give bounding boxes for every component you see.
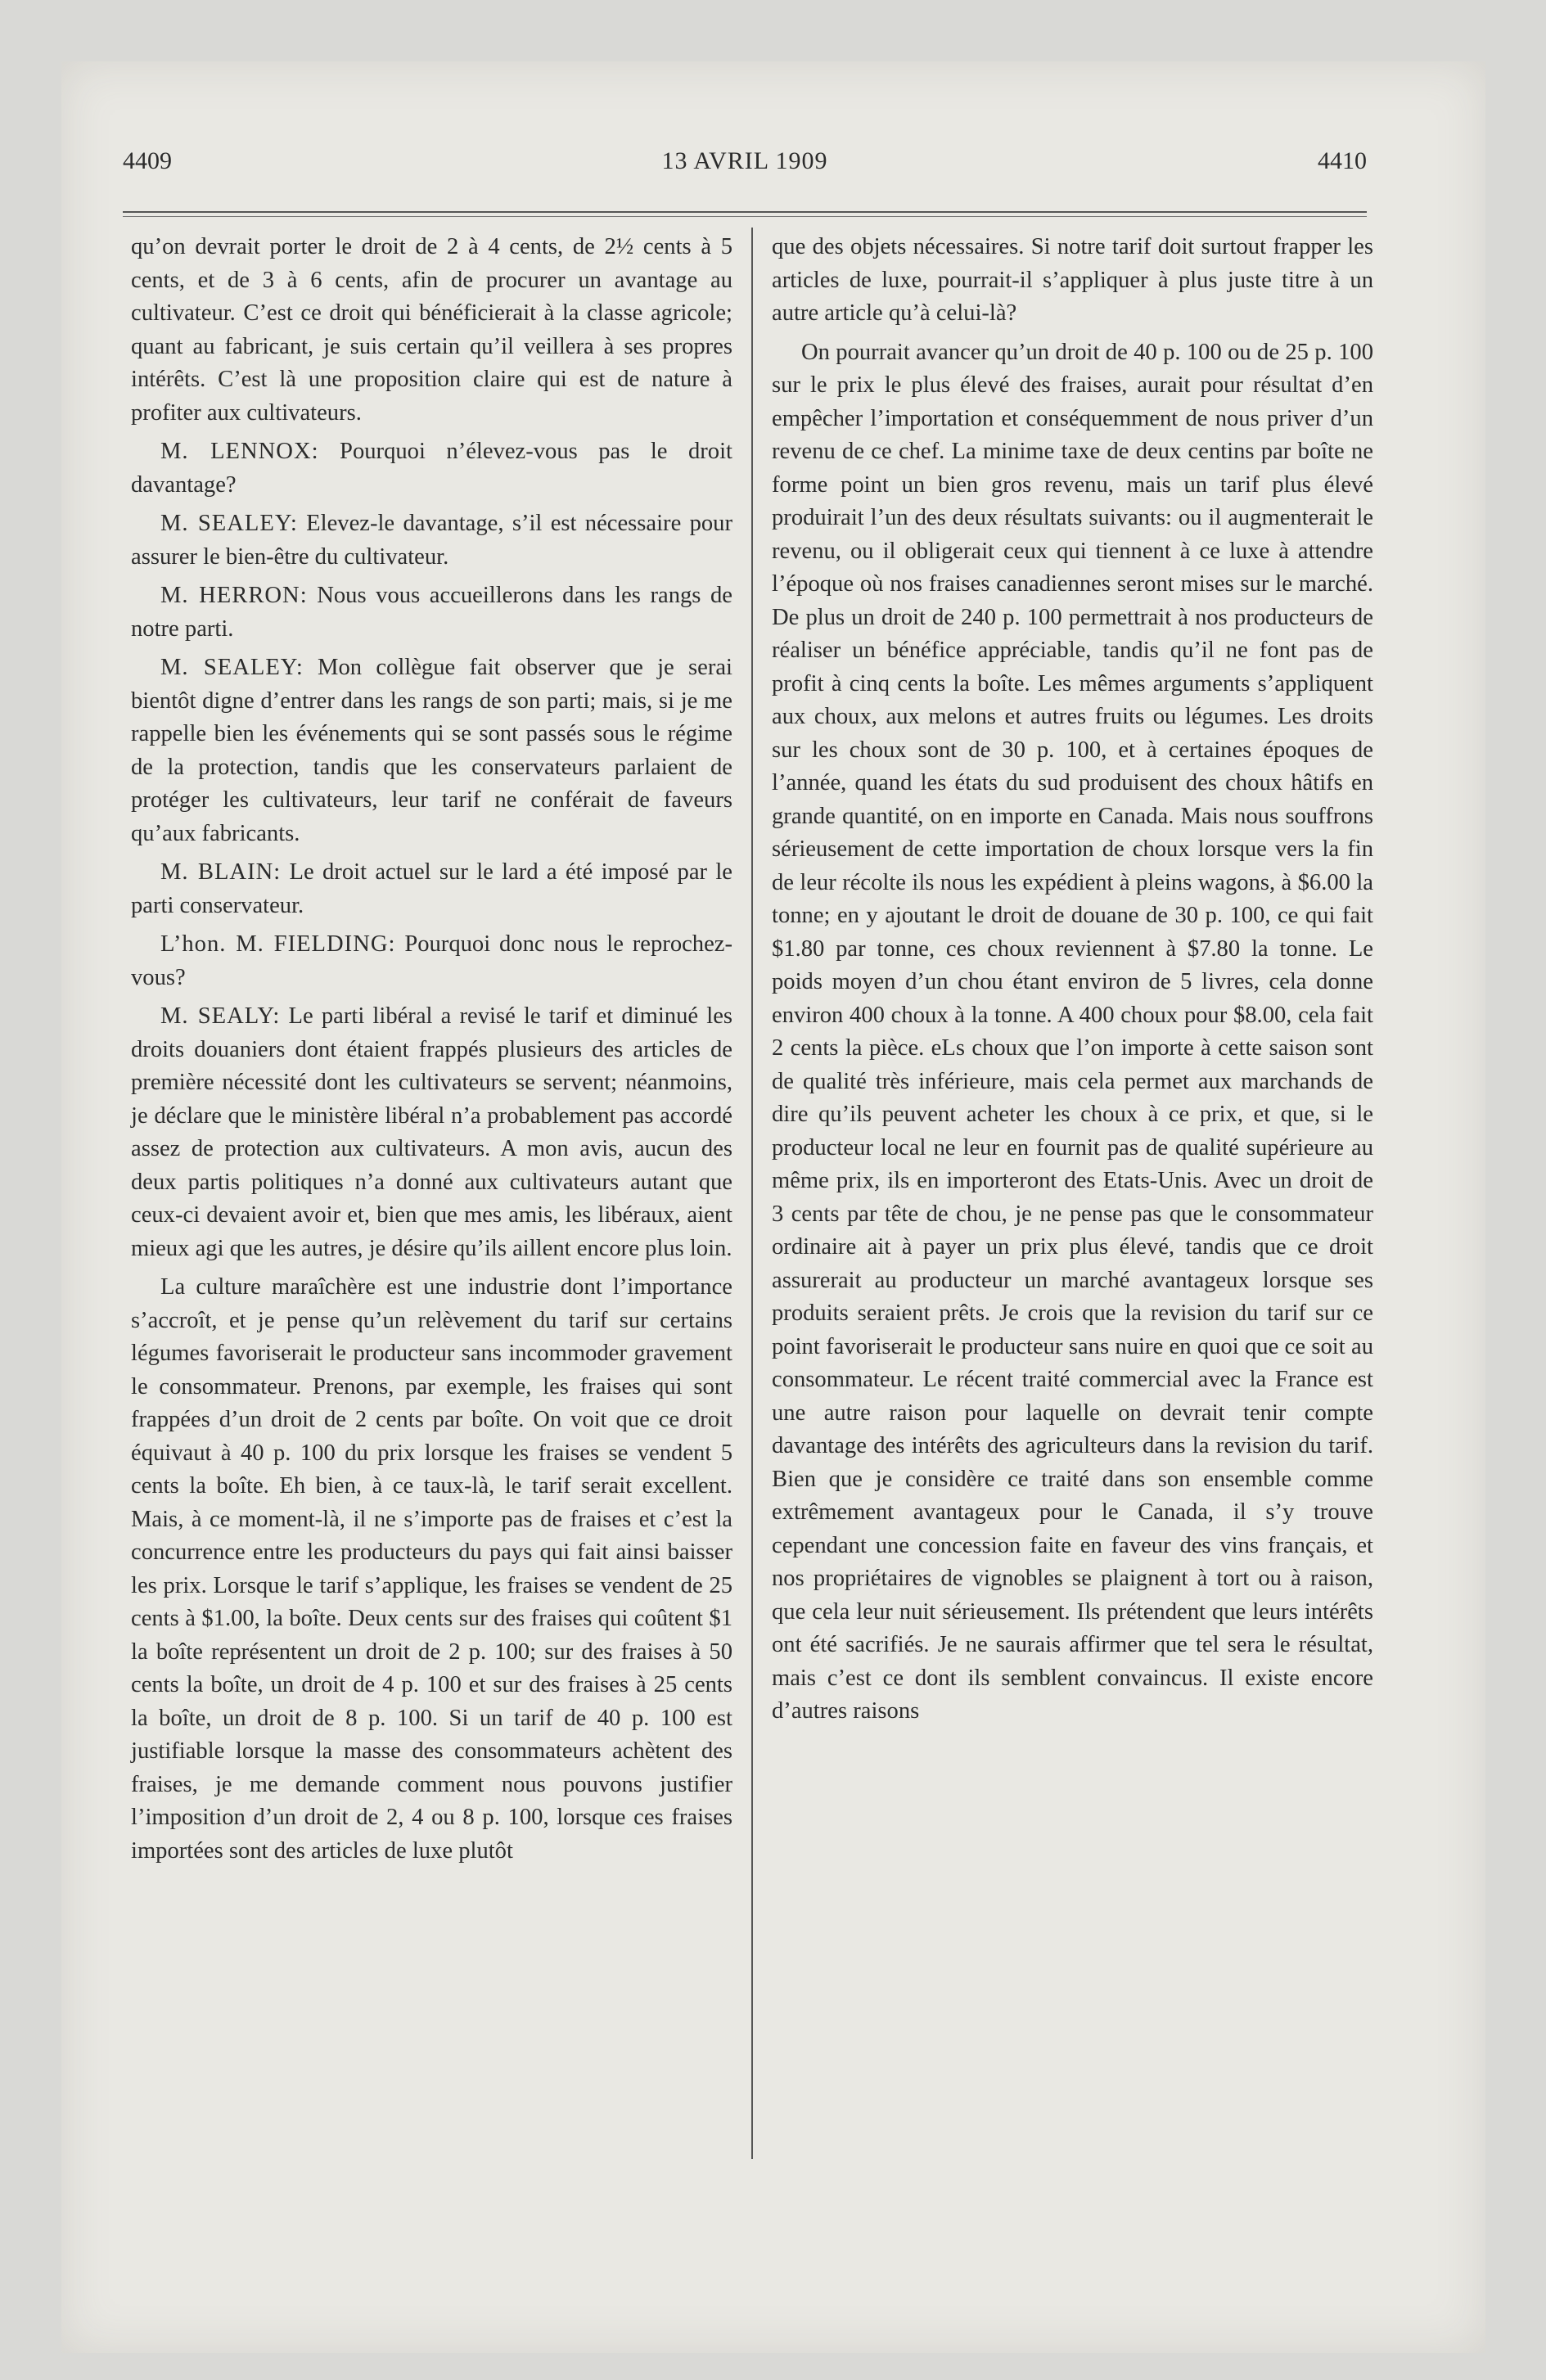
paragraph-text: Pourquoi donc nous le reprochez-vous? (131, 931, 733, 990)
paragraph (131, 651, 732, 850)
paragraph (131, 856, 732, 922)
paragraph (772, 336, 1373, 1729)
paragraph (131, 507, 732, 574)
paragraph-text: Pourquoi n’élevez-vous pas le droit davantage? (131, 439, 732, 498)
paragraph (131, 579, 732, 646)
right-column (772, 231, 1373, 1734)
page-header (123, 131, 1367, 188)
speaker-name: M. SEALEY: (160, 511, 298, 536)
speaker-name: M. SEALEY: (160, 655, 304, 680)
left-column (131, 231, 732, 1873)
header-rule (123, 211, 1367, 217)
paragraph (131, 231, 732, 430)
paragraph (131, 1000, 732, 1265)
paragraph-text: Mon collègue fait observer que je serai bientôt digne d’entrer dans les rangs de son parti; mais, si je me rappelle bien les événements qui se sont passés sous le régime de la protection, tandis que les conservateurs parlaient de protéger les cultivateurs, leur tarif ne conférait de faveurs qu’aux fabricants. (131, 655, 732, 846)
paragraph-text: Le droit actuel sur le lard a été imposé par le parti conservateur. (131, 859, 732, 918)
paragraph (131, 435, 732, 502)
speaker-name: M. HERRON: (160, 583, 308, 608)
column-divider (751, 228, 753, 2159)
paragraph-text: Nous vous accueillerons dans les rangs de notre parti. (131, 583, 732, 642)
paragraph-text: La culture maraîchère est une industrie dont l’importance s’accroît, et je pense qu’un relèvement du tarif sur certains légumes favoriserait le producteur sans incommoder gravement le consommateur. Prenons, par exemple, les fraises qui sont frappées d’un droit de 2 cents par boîte. On voit que ce droit équivaut à 40 p. 100 du prix lorsque les fraises se vendent 5 cents la boîte. Eh bien, à ce taux-là, le tarif serait excellent. Mais, à ce moment-là, il ne s’importe pas de fraises et c’est la concurrence entre les producteurs du pays qui fait ainsi baisser les prix. Lorsque le tarif s’applique, les fraises se vendent de 25 cents à $1.00, la boîte. Deux cents sur des fraises qui coûtent $1 la boîte représentent un droit de 2 p. 100; sur des fraises à 50 cents la boîte, un droit de 4 p. 100 et sur des fraises à 25 cents la boîte, un droit de 8 p. 100. Si un tarif de 40 p. 100 est justifiable lorsque la masse des consommateurs achètent des fraises, je me demande comment nous pouvons justifier l’imposition d’un droit de 2, 4 ou 8 p. 100, lorsque ces fraises importées sont des articles de luxe plutôt (131, 1274, 732, 1864)
page-number-left: 4409 (123, 147, 172, 174)
speaker-name: M. LENNOX: (160, 439, 319, 464)
paragraph-text: On pourrait avancer qu’un droit de 40 p. 100 ou de 25 p. 100 sur le prix le plus élevé des fraises, aurait pour résultat d’en empêcher l’importation et conséquemment de nous priver d’un revenu de ce chef. La minime taxe de deux centins par boîte ne forme point un bien gros revenu, mais un tarif plus élevé produirait l’un des deux résultats suivants: ou il augmenterait le revenu, ou il obligerait ceux qui tiennent à ce luxe à attendre l’époque où nos fraises canadiennes seront mises sur le marché. De plus un droit de 240 p. 100 permettrait à nos producteurs de réaliser un bénéfice appréciable, tandis qu’il ne font pas de profit à cinq cents la boîte. Les mêmes arguments s’appliquent aux choux, aux melons et autres fruits ou légumes. Les droits sur les choux sont de 30 p. 100, et à certaines époques de l’année, quand les états du sud produisent des choux hâtifs en grande quantité, on en importe en Canada. Mais nous souffrons sérieusement de cette importation de choux lorsque vers la fin de leur récolte ils nous les expédient à pleins wagons, à $6.00 la tonne; en y ajoutant le droit de douane de 30 p. 100, ce qui fait $1.80 par tonne, ces choux reviennent à $7.80 la tonne. Le poids moyen d’un chou étant environ de 5 livres, cela donne environ 400 choux à la tonne. A 400 choux pour $8.00, cela fait 2 cents la pièce. eLs choux que l’on importe à cette saison sont de qualité très inférieure, mais cela permet aux marchands de dire qu’ils peuvent acheter les choux à ce prix, et que, si le producteur local ne leur en fournit pas de qualité supérieure au même prix, ils en importeront des Etats-Unis. Avec un droit de 3 cents par tête de chou, je ne pense pas que le consommateur ordinaire ait à payer un prix plus élevé, tandis que ce droit assurerait au producteur un marché avantageux lorsque ses produits seraient prêts. Je crois que la revision du tarif sur ce point favoriserait le producteur sans nuire en quoi que ce soit au consommateur. Le récent traité commercial avec la France est une autre raison pour laquelle on devrait tenir compte davantage des intérêts des agriculteurs dans la revision du tarif. Bien que je considère ce traité dans son ensemble comme extrêmement avantageux pour le Canada, il s’y trouve cependant une concession faite en faveur des vins français, et nos propriétaires de vignobles se plaignent à tort ou à raison, que cela leur nuit sérieusement. Ils prétendent que leurs intérêts ont été sacrifiés. Je ne saurais affirmer que tel sera le résultat, mais c’est ce dont ils semblent convaincus. Il existe encore d’autres raisons (772, 339, 1373, 1724)
paragraph-text: Le parti libéral a revisé le tarif et diminué les droits douaniers dont étaient frappés plusieurs des articles de première nécessité dont les cultivateurs se servent; néanmoins, je déclare que le ministère libéral n’a probablement pas accordé assez de protection aux cultivateurs. A mon avis, aucun des deux partis politiques n’a donné aux cultivateurs autant que ceux-ci devaient avoir et, bien que mes amis, les libéraux, aient mieux agi que les autres, je désire qu’ils aillent encore plus loin. (131, 1003, 733, 1261)
paragraph-text: Elevez-le davantage, s’il est nécessaire pour assurer le bien-être du cultivateur. (131, 511, 733, 570)
speaker-name: L’hon. M. FIELDING: (160, 931, 396, 957)
speaker-name: M. BLAIN: (160, 859, 282, 885)
speaker-name: M. SEALY: (160, 1003, 281, 1029)
paragraph (772, 231, 1373, 331)
paragraph (131, 928, 732, 994)
page-number-right: 4410 (1318, 147, 1367, 174)
paragraph-text: qu’on devrait porter le droit de 2 à 4 cents, de 2½ cents à 5 cents, et de 3 à 6 cents, afin de procurer un avantage au cultivateur. C’est ce droit qui bénéficierait à la classe agricole; quant au fabricant, je suis certain qu’il veillera à ses propres intérêts. C’est là une proposition claire qui est de nature à profiter aux cultivateurs. (131, 234, 732, 426)
paragraph-text: que des objets nécessaires. Si notre tarif doit surtout frapper les articles de luxe, pourrait-il s’appliquer à plus juste titre à un autre article qu’à celui-là? (772, 234, 1373, 326)
header-date: 13 AVRIL 1909 (661, 147, 828, 174)
paragraph (131, 1271, 732, 1868)
